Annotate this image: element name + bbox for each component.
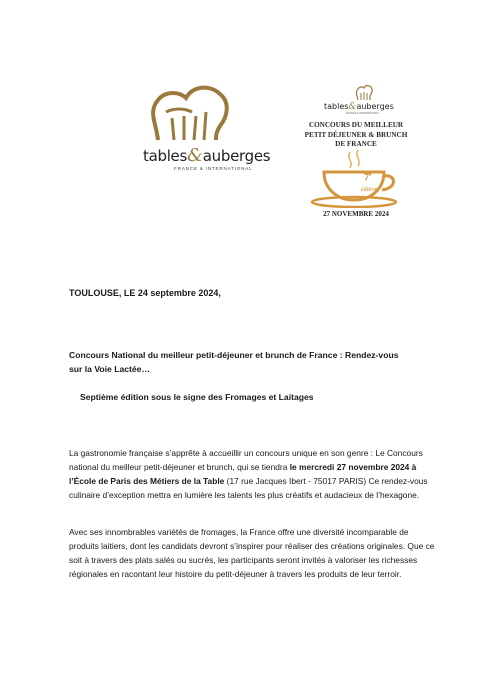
dateline: TOULOUSE, LE 24 septembre 2024, xyxy=(69,288,221,298)
contest-title xyxy=(296,121,416,150)
edition-label: édition xyxy=(361,187,378,193)
paragraph-text: La gastronomie française s’apprête à accueillir un concours unique en son genre : Le Concours national du meilleur petit-déjeuner et brunch, qui se tiendra xyxy=(69,448,423,472)
contest-date: 27 NOVEMBRE 2024 xyxy=(323,210,389,218)
brand-subtitle: FRANCE & INTERNATIONAL xyxy=(346,112,380,115)
contest-title-line: PETIT DÉJEUNER & BRUNCH xyxy=(304,130,408,139)
paragraph-intro xyxy=(69,446,439,502)
contest-title-line: DE FRANCE xyxy=(335,140,377,148)
brand-word-tables: tables xyxy=(324,102,349,111)
brand-subtitle: FRANCE & INTERNATIONAL xyxy=(174,166,253,171)
brand-name xyxy=(143,145,270,166)
brand-name xyxy=(324,102,394,112)
subheadline: Septième édition sous le signe des Fromages et Laitages xyxy=(80,392,314,402)
event-date-location: le mercredi 27 novembre 2024 à l’École de Paris des Métiers de la Table xyxy=(69,462,417,486)
brand-word-auberges: auberges xyxy=(202,147,271,165)
paragraph-text: (17 rue Jacques Ibert - 75017 PARIS) Ce rendez-vous culinaire d’exception mettra en lumière les talents les plus créatifs et audacieux de l’hexagone. xyxy=(69,476,428,500)
brand-word-tables: tables xyxy=(143,147,188,165)
edition-number: 7e xyxy=(364,172,372,184)
brand-word-auberges: auberges xyxy=(356,102,394,111)
contest-logo xyxy=(296,84,416,224)
paragraph-cheese: Avec ses innombrables variétés de fromages, la France offre une diversité incomparable de produits laitiers, dont les candidats devront s’inspirer pour réaliser des créations originales. Que ce soit à travers des plats salés ou sucrés, les participants seront invités à valoriser les richesses régionales en racontant leur histoire du petit-déjeuner à travers les produits de leur terroir. xyxy=(69,527,435,579)
chef-hat-icon xyxy=(138,82,248,146)
coffee-cup-icon xyxy=(310,148,406,208)
headline: Concours National du meilleur petit-déjeuner et brunch de France : Rendez-vous sur la Voie Lactée… xyxy=(69,350,399,374)
chef-hat-icon xyxy=(354,84,374,102)
brand-ampersand: & xyxy=(187,145,203,166)
contest-title-line: CONCOURS DU MEILLEUR xyxy=(308,121,404,129)
brand-ampersand: & xyxy=(348,102,357,112)
tables-auberges-logo xyxy=(138,82,271,190)
